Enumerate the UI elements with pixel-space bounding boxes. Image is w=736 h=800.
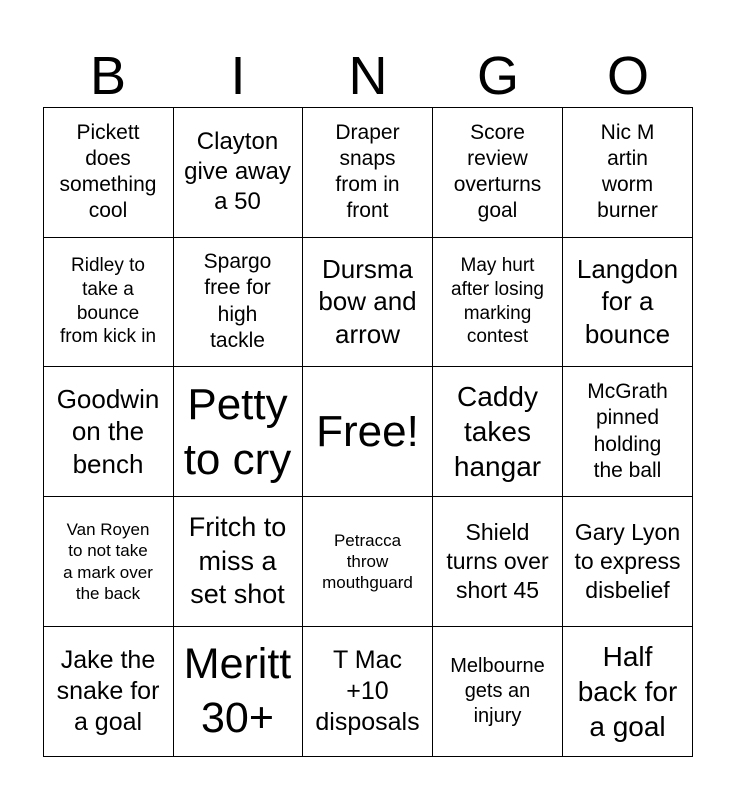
bingo-cell[interactable] [43,367,174,497]
bingo-cell[interactable] [433,627,563,757]
bingo-cell-text: Score review overturns goal [453,120,542,223]
header-letter-o: O [606,46,649,106]
bingo-cell-text: Petty to cry [183,379,292,484]
bingo-cell[interactable] [173,627,303,757]
header-letter-n: N [348,46,388,106]
bingo-cell-text: Petracca throw mouthguard [322,530,413,593]
bingo-cell-text: Nic M artin worm burner [597,120,658,223]
bingo-cell-text: Gary Lyon to express disbelief [574,519,681,603]
bingo-cell-text: May hurt after losing marking contest [451,255,544,348]
bingo-cell[interactable] [433,237,563,367]
bingo-cell[interactable] [563,367,693,497]
bingo-header [43,44,693,108]
bingo-cell[interactable] [43,237,174,367]
bingo-cell[interactable] [563,107,693,238]
bingo-cell-text: Spargo free for high tackle [203,250,272,352]
bingo-cell[interactable] [303,497,433,627]
bingo-cell-text: Fritch to miss a set shot [188,511,287,610]
bingo-cell-text: T Mac +10 disposals [315,645,420,737]
bingo-cell[interactable] [303,107,433,238]
bingo-cell-text: Melbourne gets an injury [450,655,545,727]
bingo-cell[interactable] [43,497,174,627]
bingo-cell[interactable] [43,627,174,757]
bingo-cell-text: Pickett does something cool [59,120,157,223]
bingo-card [43,107,693,757]
bingo-cell-text: Ridley to take a bounce from kick in [59,255,157,348]
bingo-cell-text: Draper snaps from in front [335,120,400,223]
bingo-cell[interactable] [43,107,174,238]
bingo-cell-text: Jake the snake for a goal [56,645,160,737]
bingo-cell[interactable] [563,627,693,757]
bingo-cell[interactable] [173,497,303,627]
bingo-cell[interactable] [173,237,303,367]
bingo-cell[interactable] [173,367,303,497]
header-letter-g: G [476,46,519,106]
bingo-cell[interactable] [173,107,303,238]
bingo-cell-text: Caddy takes hangar [453,381,542,482]
bingo-free-cell[interactable] [303,367,433,497]
bingo-cell-text: Shield turns over short 45 [446,519,549,603]
bingo-cell[interactable] [303,237,433,367]
bingo-cell[interactable] [563,237,693,367]
header-letter-i: I [230,46,246,106]
bingo-cell-text: Clayton give away a 50 [184,128,291,215]
bingo-cell-text: Half back for a goal [577,641,678,742]
bingo-cell[interactable] [433,497,563,627]
bingo-cell-text: Goodwin on the bench [56,383,160,479]
bingo-cell-text: Langdon for a bounce [576,253,679,349]
bingo-cell[interactable] [433,367,563,497]
bingo-cell-text: McGrath pinned holding the ball [587,380,668,482]
bingo-cell[interactable] [433,107,563,238]
header-letter-b: B [89,46,127,106]
bingo-cell-text: Van Royen to not take a mark over the back [63,520,153,603]
bingo-cell[interactable] [303,627,433,757]
bingo-cell-text: Meritt 30+ [183,639,292,742]
bingo-cell-text: Free! [316,407,419,456]
bingo-cell[interactable] [563,497,693,627]
bingo-cell-text: Dursma bow and arrow [318,253,417,349]
